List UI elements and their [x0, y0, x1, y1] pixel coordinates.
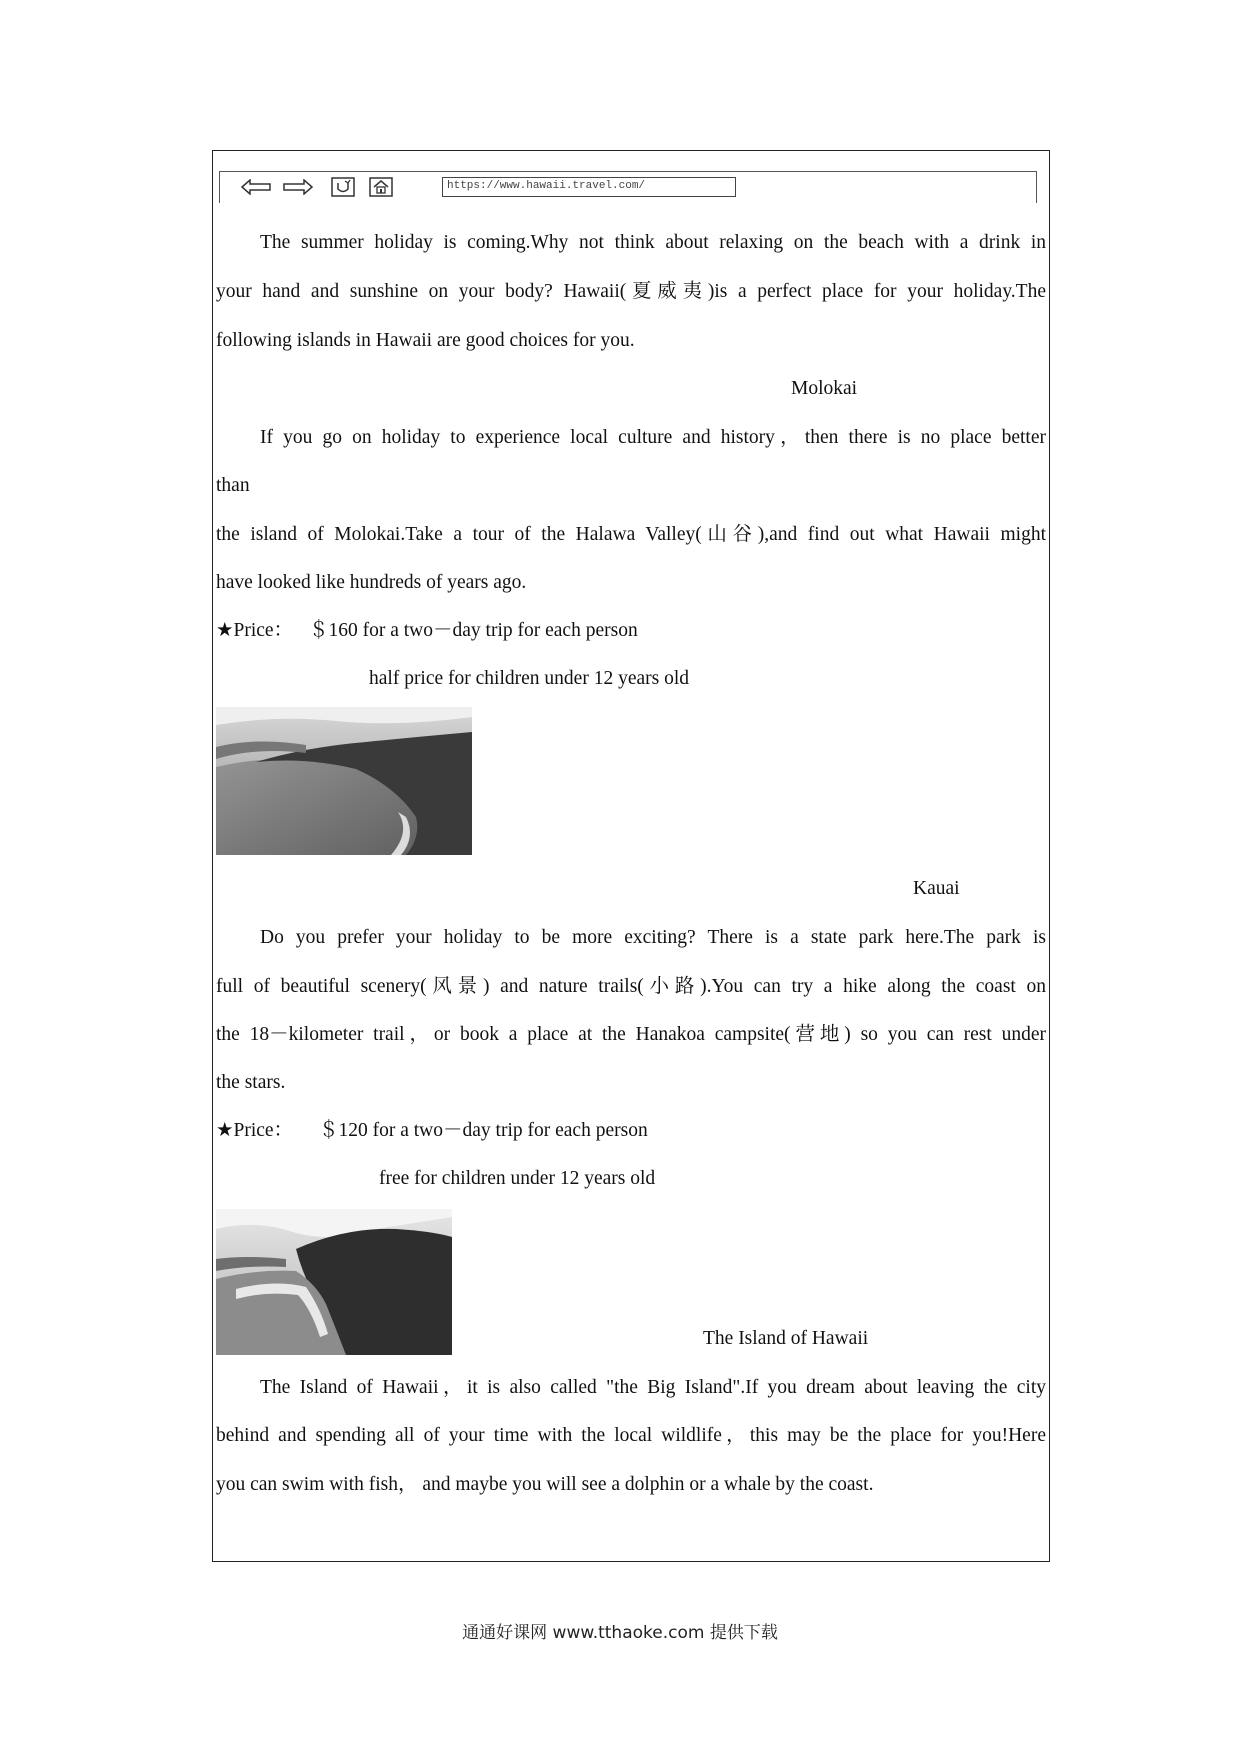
- big-island-line-3: you can swim with fish， and maybe you will see a dolphin or a whale by the coast.: [216, 1474, 874, 1495]
- browser-toolbar: [219, 171, 1037, 203]
- molokai-heading: Molokai: [791, 378, 858, 399]
- kauai-line-4: the stars.: [216, 1072, 286, 1093]
- intro-line-1: The summer holiday is coming.Why not think about relaxing on the beach with a drink in: [260, 232, 1046, 253]
- big-island-heading: The Island of Hawaii: [703, 1328, 869, 1349]
- article-box: [212, 150, 1050, 1562]
- intro-line-2: your hand and sunshine on your body? Hawaii(夏威夷)is a perfect place for your holiday.The: [216, 281, 1046, 302]
- kauai-price-line-1: ＄120 for a two－day trip for each person: [319, 1120, 648, 1141]
- kauai-heading: Kauai: [913, 878, 960, 899]
- molokai-photo: [216, 707, 472, 855]
- kauai-photo: [216, 1209, 452, 1355]
- molokai-line-3: the island of Molokai.Take a tour of the Halawa Valley(山谷),and find out what Hawaii might: [216, 524, 1046, 545]
- kauai-price-label: ★Price：: [216, 1120, 294, 1141]
- kauai-line-1: Do you prefer your holiday to be more exciting? There is a state park here.The park is: [260, 927, 1046, 948]
- molokai-price-line-1: ＄160 for a two－day trip for each person: [309, 620, 638, 641]
- molokai-line-1: If you go on holiday to experience local culture and history，then there is no place better: [260, 427, 1046, 448]
- big-island-line-2: behind and spending all of your time with the local wildlife，this may be the place for you!Here: [216, 1425, 1046, 1446]
- intro-line-3: following islands in Hawaii are good choices for you.: [216, 330, 635, 351]
- molokai-line-4: have looked like hundreds of years ago.: [216, 572, 527, 593]
- footer-credit: 通通好课网 www.tthaoke.com 提供下载: [462, 1623, 778, 1643]
- molokai-line-2: than: [216, 475, 250, 496]
- home-icon[interactable]: [368, 176, 394, 198]
- big-island-line-1: The Island of Hawaii，it is also called "the Big Island".If you dream about leaving the city: [260, 1377, 1046, 1398]
- molokai-price-label: ★Price：: [216, 620, 294, 641]
- refresh-icon[interactable]: [330, 176, 356, 198]
- forward-arrow-icon[interactable]: [282, 176, 314, 198]
- kauai-line-2: full of beautiful scenery(风景) and nature trails(小路).You can try a hike along the coast on: [216, 976, 1046, 997]
- kauai-line-3: the 18－kilometer trail，or book a place at the Hanakoa campsite(营地) so you can rest under: [216, 1024, 1046, 1045]
- back-arrow-icon[interactable]: [240, 176, 272, 198]
- kauai-price-line-2: free for children under 12 years old: [379, 1168, 656, 1189]
- molokai-price-line-2: half price for children under 12 years old: [369, 668, 689, 689]
- address-bar[interactable]: https://www.hawaii.travel.com/: [442, 177, 736, 197]
